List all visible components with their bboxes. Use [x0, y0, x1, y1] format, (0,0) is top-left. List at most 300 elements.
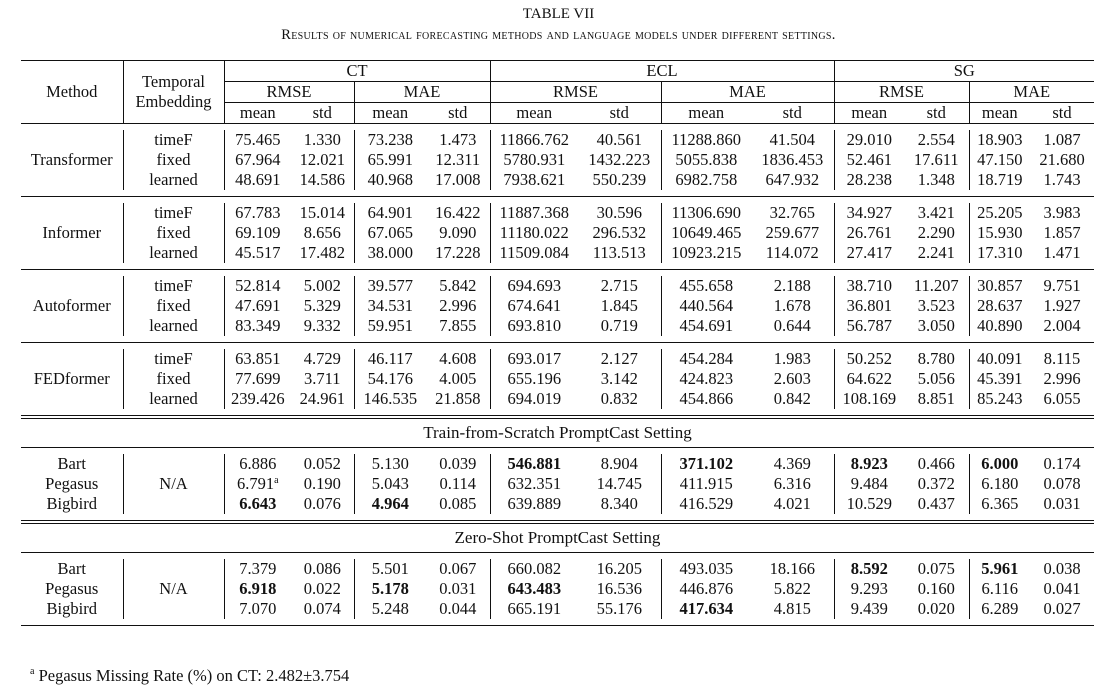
value-cell: 4.005: [439, 369, 477, 388]
method-name: Bart: [57, 559, 86, 578]
value-cell: 3.523: [917, 296, 955, 315]
header-stat: std: [926, 103, 946, 122]
value-cell: [969, 559, 1030, 579]
header-metric: MAE: [969, 82, 1094, 103]
footnote-mark: a: [30, 666, 35, 677]
value-cell: 113.513: [592, 243, 646, 262]
value-text: 9.293: [850, 579, 888, 598]
value-cell: 2.554: [917, 130, 955, 149]
value-cell: [904, 494, 969, 514]
value-cell: [291, 454, 354, 474]
value-text: 0.437: [917, 494, 955, 513]
value-cell: 3.421: [917, 203, 955, 222]
header-metric: MAE: [661, 82, 834, 103]
value-cell: [904, 559, 969, 579]
method-name: Pegasus: [45, 579, 99, 598]
value-cell: 1432.223: [588, 150, 651, 169]
value-cell: [426, 599, 490, 619]
value-cell: 27.417: [834, 243, 904, 263]
value-cell: 9.090: [439, 223, 477, 242]
value-text: 10.529: [846, 494, 892, 513]
value-cell: [1030, 559, 1094, 579]
value-cell: [751, 599, 834, 619]
value-cell: [291, 559, 354, 579]
value-text: 5.178: [371, 579, 409, 598]
table-caption: Results of numerical forecasting methods and language models under different settings.: [281, 27, 836, 43]
value-cell: 48.691: [224, 170, 291, 190]
value-text: 9.484: [850, 474, 888, 493]
value-cell: 40.968: [354, 170, 426, 190]
embedding-type: N/A: [123, 559, 224, 619]
value-cell: 10649.465: [661, 223, 751, 243]
value-cell: [661, 454, 751, 474]
value-cell: [490, 579, 578, 599]
value-cell: 5055.838: [661, 150, 751, 170]
value-cell: 647.932: [765, 170, 820, 189]
value-text: 4.021: [773, 494, 811, 513]
header-row-dataset: [21, 61, 1094, 82]
value-cell: 2.241: [917, 243, 955, 262]
value-cell: 18.903: [969, 130, 1030, 150]
value-cell: 47.150: [969, 150, 1030, 170]
value-cell: 7938.621: [490, 170, 578, 190]
value-cell: 454.866: [661, 389, 751, 409]
value-cell: 454.691: [661, 316, 751, 336]
value-cell: [751, 494, 834, 514]
value-text: 0.074: [303, 599, 341, 618]
value-cell: 47.691: [224, 296, 291, 316]
value-cell: 10923.215: [661, 243, 751, 263]
value-text: 0.020: [917, 599, 955, 618]
embedding-type: timeF: [123, 276, 224, 296]
method-name: Bigbird: [46, 494, 97, 513]
value-cell: 0.842: [773, 389, 811, 408]
value-cell: 11509.084: [490, 243, 578, 263]
value-cell: [291, 579, 354, 599]
method-name: Bart: [57, 454, 86, 473]
value-text: 371.102: [679, 454, 734, 473]
value-cell: 25.205: [969, 203, 1030, 223]
embedding-type: timeF: [123, 130, 224, 150]
value-cell: 41.504: [769, 130, 815, 149]
value-text: 0.031: [439, 579, 477, 598]
value-cell: [426, 494, 490, 514]
value-cell: 259.677: [765, 223, 820, 242]
value-cell: 21.680: [1039, 150, 1085, 169]
value-cell: 28.238: [834, 170, 904, 190]
value-cell: 7.855: [439, 316, 477, 335]
value-cell: 5.329: [303, 296, 341, 315]
value-cell: 11288.860: [661, 130, 751, 150]
value-cell: [661, 494, 751, 514]
value-text: 0.085: [439, 494, 477, 513]
value-cell: 5780.931: [490, 150, 578, 170]
value-cell: [1030, 454, 1094, 474]
header-metric: RMSE: [490, 82, 661, 103]
value-cell: 674.641: [490, 296, 578, 316]
value-text: 6.643: [239, 494, 277, 513]
header-stat: mean: [354, 103, 426, 124]
value-cell: [291, 494, 354, 514]
value-text: 0.076: [303, 494, 341, 513]
value-text: 8.923: [850, 454, 888, 473]
table-row: [21, 223, 1094, 243]
value-text: 4.964: [371, 494, 409, 513]
table-row: [21, 130, 1094, 150]
value-text: 5.501: [371, 559, 409, 578]
value-cell: 3.983: [1043, 203, 1081, 222]
value-text: 411.915: [679, 474, 733, 493]
value-cell: 1.743: [1043, 170, 1081, 189]
value-text: 16.205: [596, 559, 642, 578]
header-method: Method: [46, 82, 98, 101]
value-cell: 63.851: [224, 349, 291, 369]
value-cell: [426, 559, 490, 579]
header-dataset-ct: CT: [224, 61, 490, 82]
embedding-type: fixed: [123, 296, 224, 316]
value-cell: 17.310: [969, 243, 1030, 263]
value-text: 0.086: [303, 559, 341, 578]
value-cell: [751, 559, 834, 579]
value-cell: [224, 559, 291, 579]
results-table: [21, 60, 1094, 626]
value-cell: [354, 494, 426, 514]
value-text: 16.536: [596, 579, 642, 598]
value-cell: [354, 559, 426, 579]
value-cell: 18.719: [969, 170, 1030, 190]
value-text: 632.351: [507, 474, 562, 493]
value-cell: 8.115: [1043, 349, 1081, 368]
value-cell: 69.109: [224, 223, 291, 243]
value-cell: [904, 579, 969, 599]
value-text: 660.082: [507, 559, 562, 578]
value-cell: 550.239: [592, 170, 647, 189]
value-cell: 28.637: [969, 296, 1030, 316]
value-text: 6.791: [236, 474, 275, 493]
value-cell: 1.983: [773, 349, 811, 368]
value-text: 6.365: [981, 494, 1019, 513]
value-cell: 77.699: [224, 369, 291, 389]
value-cell: [969, 494, 1030, 514]
value-cell: 34.927: [834, 203, 904, 223]
value-cell: [578, 579, 661, 599]
value-cell: 64.622: [834, 369, 904, 389]
value-cell: 8.851: [917, 389, 955, 408]
value-cell: 40.561: [596, 130, 642, 149]
value-cell: [354, 454, 426, 474]
value-cell: [291, 474, 354, 494]
value-cell: 0.832: [600, 389, 638, 408]
value-text: 0.038: [1043, 559, 1081, 578]
value-cell: 1.330: [303, 130, 341, 149]
value-cell: 114.072: [765, 243, 819, 262]
value-text: 416.529: [679, 494, 734, 513]
value-cell: [834, 579, 904, 599]
value-cell: [1030, 599, 1094, 619]
value-cell: [578, 494, 661, 514]
header-stat: std: [448, 103, 468, 122]
value-text: 546.881: [507, 454, 562, 473]
value-cell: 1.087: [1043, 130, 1081, 149]
value-cell: 5.056: [917, 369, 955, 388]
value-text: 5.130: [371, 454, 409, 473]
value-cell: [661, 559, 751, 579]
value-cell: 2.996: [1043, 369, 1081, 388]
table-row: [21, 454, 1094, 474]
value-text: 0.466: [917, 454, 955, 473]
footnote: [30, 666, 349, 686]
value-cell: 17.482: [299, 243, 345, 262]
value-cell: 2.996: [439, 296, 477, 315]
header-stat: std: [609, 103, 629, 122]
value-cell: 1.678: [773, 296, 811, 315]
header-stat: mean: [969, 103, 1030, 124]
value-text: 6.316: [773, 474, 811, 493]
value-text: 0.190: [303, 474, 341, 493]
value-cell: 67.964: [224, 150, 291, 170]
value-cell: 40.890: [969, 316, 1030, 336]
value-cell: 3.050: [917, 316, 955, 335]
value-text: 7.379: [239, 559, 277, 578]
value-cell: 11180.022: [490, 223, 578, 243]
value-cell: 17.228: [435, 243, 481, 262]
value-text: 0.027: [1043, 599, 1081, 618]
table-row: [21, 559, 1094, 579]
value-cell: 2.290: [917, 223, 955, 242]
value-cell: [834, 494, 904, 514]
footnote-marker: a: [274, 475, 279, 486]
value-cell: 36.801: [834, 296, 904, 316]
table-row: [21, 316, 1094, 336]
value-cell: [1030, 579, 1094, 599]
value-text: 0.067: [439, 559, 477, 578]
value-cell: [969, 474, 1030, 494]
value-cell: 75.465: [224, 130, 291, 150]
value-cell: 108.169: [834, 389, 904, 409]
value-cell: 73.238: [354, 130, 426, 150]
value-cell: 2.004: [1043, 316, 1081, 335]
value-cell: 17.611: [913, 150, 959, 169]
header-metric: MAE: [354, 82, 490, 103]
value-text: 8.592: [850, 559, 888, 578]
embedding-type: learned: [123, 170, 224, 190]
value-cell: 440.564: [661, 296, 751, 316]
value-cell: 3.711: [303, 369, 341, 388]
value-text: 643.483: [507, 579, 562, 598]
value-cell: [969, 454, 1030, 474]
value-text: 5.248: [371, 599, 409, 618]
value-cell: 14.586: [299, 170, 345, 189]
value-text: 639.889: [507, 494, 562, 513]
header-dataset-ecl: ECL: [490, 61, 834, 82]
value-cell: 1.927: [1043, 296, 1081, 315]
value-cell: 38.710: [834, 276, 904, 296]
value-cell: 4.608: [439, 349, 477, 368]
value-cell: 4.729: [303, 349, 341, 368]
value-text: 6.116: [981, 579, 1018, 598]
header-stat: std: [312, 103, 332, 122]
value-cell: 2.188: [773, 276, 811, 295]
method-name: FEDformer: [33, 369, 110, 388]
value-cell: [426, 474, 490, 494]
value-text: 5.961: [981, 559, 1019, 578]
value-text: 6.180: [981, 474, 1019, 493]
value-text: 0.022: [303, 579, 341, 598]
value-cell: 21.858: [435, 389, 481, 408]
value-cell: [834, 599, 904, 619]
value-cell: 694.693: [490, 276, 578, 296]
value-cell: 0.644: [773, 316, 811, 335]
value-cell: [661, 599, 751, 619]
value-cell: 3.142: [600, 369, 638, 388]
value-cell: 6.055: [1043, 389, 1081, 408]
value-text: 0.044: [439, 599, 477, 618]
value-cell: [354, 474, 426, 494]
value-cell: [224, 454, 291, 474]
value-cell: 2.715: [600, 276, 638, 295]
value-cell: 54.176: [354, 369, 426, 389]
value-text: 6.000: [981, 454, 1019, 473]
value-cell: 454.284: [661, 349, 751, 369]
value-text: 0.174: [1043, 454, 1081, 473]
value-cell: 56.787: [834, 316, 904, 336]
value-text: 0.041: [1043, 579, 1081, 598]
value-cell: [578, 599, 661, 619]
value-text: 6.289: [981, 599, 1019, 618]
value-cell: [224, 494, 291, 514]
embedding-type: fixed: [123, 223, 224, 243]
value-text: 0.039: [439, 454, 477, 473]
value-cell: 146.535: [354, 389, 426, 409]
value-cell: [291, 599, 354, 619]
value-text: 0.160: [917, 579, 955, 598]
header-dataset-sg: SG: [834, 61, 1094, 82]
value-cell: 26.761: [834, 223, 904, 243]
value-cell: [490, 599, 578, 619]
value-cell: 239.426: [224, 389, 291, 409]
value-cell: 9.332: [303, 316, 341, 335]
value-text: 0.052: [303, 454, 341, 473]
value-cell: 52.461: [834, 150, 904, 170]
value-text: 493.035: [679, 559, 734, 578]
table-row: [21, 349, 1094, 369]
value-cell: [751, 454, 834, 474]
value-cell: [904, 474, 969, 494]
value-cell: [426, 454, 490, 474]
value-cell: 65.991: [354, 150, 426, 170]
value-cell: [490, 474, 578, 494]
value-cell: 9.751: [1043, 276, 1081, 295]
embedding-type: timeF: [123, 203, 224, 223]
value-cell: 39.577: [354, 276, 426, 296]
value-cell: 5.842: [439, 276, 477, 295]
table-row: [21, 150, 1094, 170]
value-text: 8.904: [600, 454, 638, 473]
value-cell: 30.596: [596, 203, 642, 222]
value-cell: 1836.453: [761, 150, 824, 169]
value-cell: 693.017: [490, 349, 578, 369]
value-cell: 45.391: [969, 369, 1030, 389]
table-row: [21, 296, 1094, 316]
value-text: 4.369: [773, 454, 811, 473]
table-row: [21, 369, 1094, 389]
value-cell: [661, 474, 751, 494]
value-cell: [834, 474, 904, 494]
value-cell: [751, 579, 834, 599]
value-cell: [490, 454, 578, 474]
value-cell: 52.814: [224, 276, 291, 296]
value-cell: 59.951: [354, 316, 426, 336]
header-stat: mean: [224, 103, 291, 124]
value-cell: 85.243: [969, 389, 1030, 409]
table-row: [21, 243, 1094, 263]
value-text: 417.634: [679, 599, 734, 618]
value-cell: [578, 559, 661, 579]
value-cell: 24.961: [299, 389, 345, 408]
value-cell: 15.930: [969, 223, 1030, 243]
value-cell: 83.349: [224, 316, 291, 336]
header-metric: RMSE: [834, 82, 969, 103]
header-stat: std: [1052, 103, 1072, 122]
value-cell: 655.196: [490, 369, 578, 389]
value-cell: [354, 599, 426, 619]
value-text: 0.078: [1043, 474, 1081, 493]
value-cell: [834, 559, 904, 579]
footnote-text: Pegasus Missing Rate (%) on CT: 2.482±3.754: [38, 666, 350, 685]
value-cell: [224, 599, 291, 619]
value-cell: 11887.368: [490, 203, 578, 223]
value-cell: [834, 454, 904, 474]
value-cell: 11866.762: [490, 130, 578, 150]
value-text: 446.876: [679, 579, 734, 598]
value-cell: 8.780: [917, 349, 955, 368]
value-cell: 67.783: [224, 203, 291, 223]
section-title-row: [21, 524, 1094, 553]
value-cell: 12.311: [435, 150, 481, 169]
header-temporal-line2: Embedding: [135, 92, 212, 111]
method-name: Pegasus: [45, 474, 99, 493]
value-cell: [354, 579, 426, 599]
value-cell: 29.010: [834, 130, 904, 150]
value-cell: 1.857: [1043, 223, 1081, 242]
value-text: 6.918: [239, 579, 277, 598]
value-cell: 1.471: [1043, 243, 1081, 262]
value-text: 0.075: [917, 559, 955, 578]
value-cell: 11306.690: [661, 203, 751, 223]
table-row: [21, 389, 1094, 409]
table-row: [21, 170, 1094, 190]
value-cell: [578, 454, 661, 474]
value-cell: 34.531: [354, 296, 426, 316]
header-stat: std: [782, 103, 802, 122]
value-cell: 64.901: [354, 203, 426, 223]
value-cell: 46.117: [354, 349, 426, 369]
value-cell: 12.021: [299, 150, 345, 169]
value-text: 5.043: [371, 474, 409, 493]
value-cell: 693.810: [490, 316, 578, 336]
value-cell: 40.091: [969, 349, 1030, 369]
table-row: [21, 203, 1094, 223]
value-cell: 6982.758: [661, 170, 751, 190]
value-cell: [490, 494, 578, 514]
section-title: Zero-Shot PromptCast Setting: [454, 528, 661, 547]
header-temporal: [123, 61, 224, 124]
value-text: 7.070: [239, 599, 277, 618]
value-cell: [904, 599, 969, 619]
value-text: 55.176: [596, 599, 642, 618]
value-cell: 1.473: [439, 130, 477, 149]
value-cell: 45.517: [224, 243, 291, 263]
